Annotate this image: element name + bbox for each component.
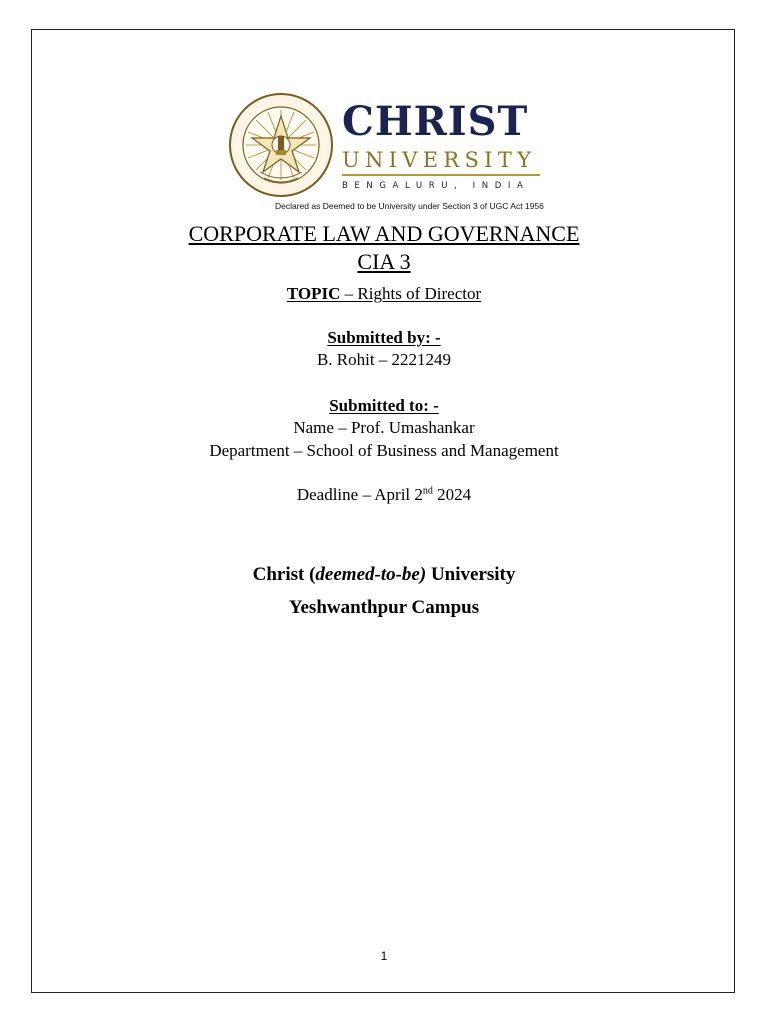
faculty-name: Name – Prof. Umashankar [293,418,475,437]
deadline-ordinal: nd [422,485,433,497]
deadline [0,485,768,505]
university-seal-icon [228,92,334,198]
submitted-by-label: Submitted by: - [327,328,441,347]
topic-label: TOPIC [286,284,341,303]
logo-location: BENGALURU, INDIA [342,181,530,191]
deadline-prefix: Deadline – April 2 [296,485,423,504]
logo-divider [342,174,540,176]
topic-line [0,284,768,304]
institution-name-pre: Christ ( [252,564,316,585]
institution-name [0,564,768,586]
assessment-title: CIA 3 [357,249,411,274]
logo-wordmark-christ: CHRIST [342,98,529,145]
course-title: CORPORATE LAW AND GOVERNANCE [188,221,580,246]
topic-value: Rights of Director [357,284,482,303]
logo-wordmark-university: UNIVERSITY [342,148,537,172]
page-number: 1 [380,949,388,963]
institution-name-post: University [426,564,516,585]
christ-university-logo [228,92,544,214]
deadline-year: 2024 [432,485,472,504]
topic-separator: – [340,284,358,303]
campus-name: Yeshwanthpur Campus [288,597,480,618]
department: Department – School of Business and Management [209,441,559,460]
submitted-to-label: Submitted to: - [329,396,439,415]
student-name: B. Rohit – 2221249 [316,350,452,369]
institution-name-italic: deemed-to-be) [315,564,427,585]
logo-tagline: Declared as Deemed to be University under Section 3 of UGC Act 1956 [275,201,544,211]
